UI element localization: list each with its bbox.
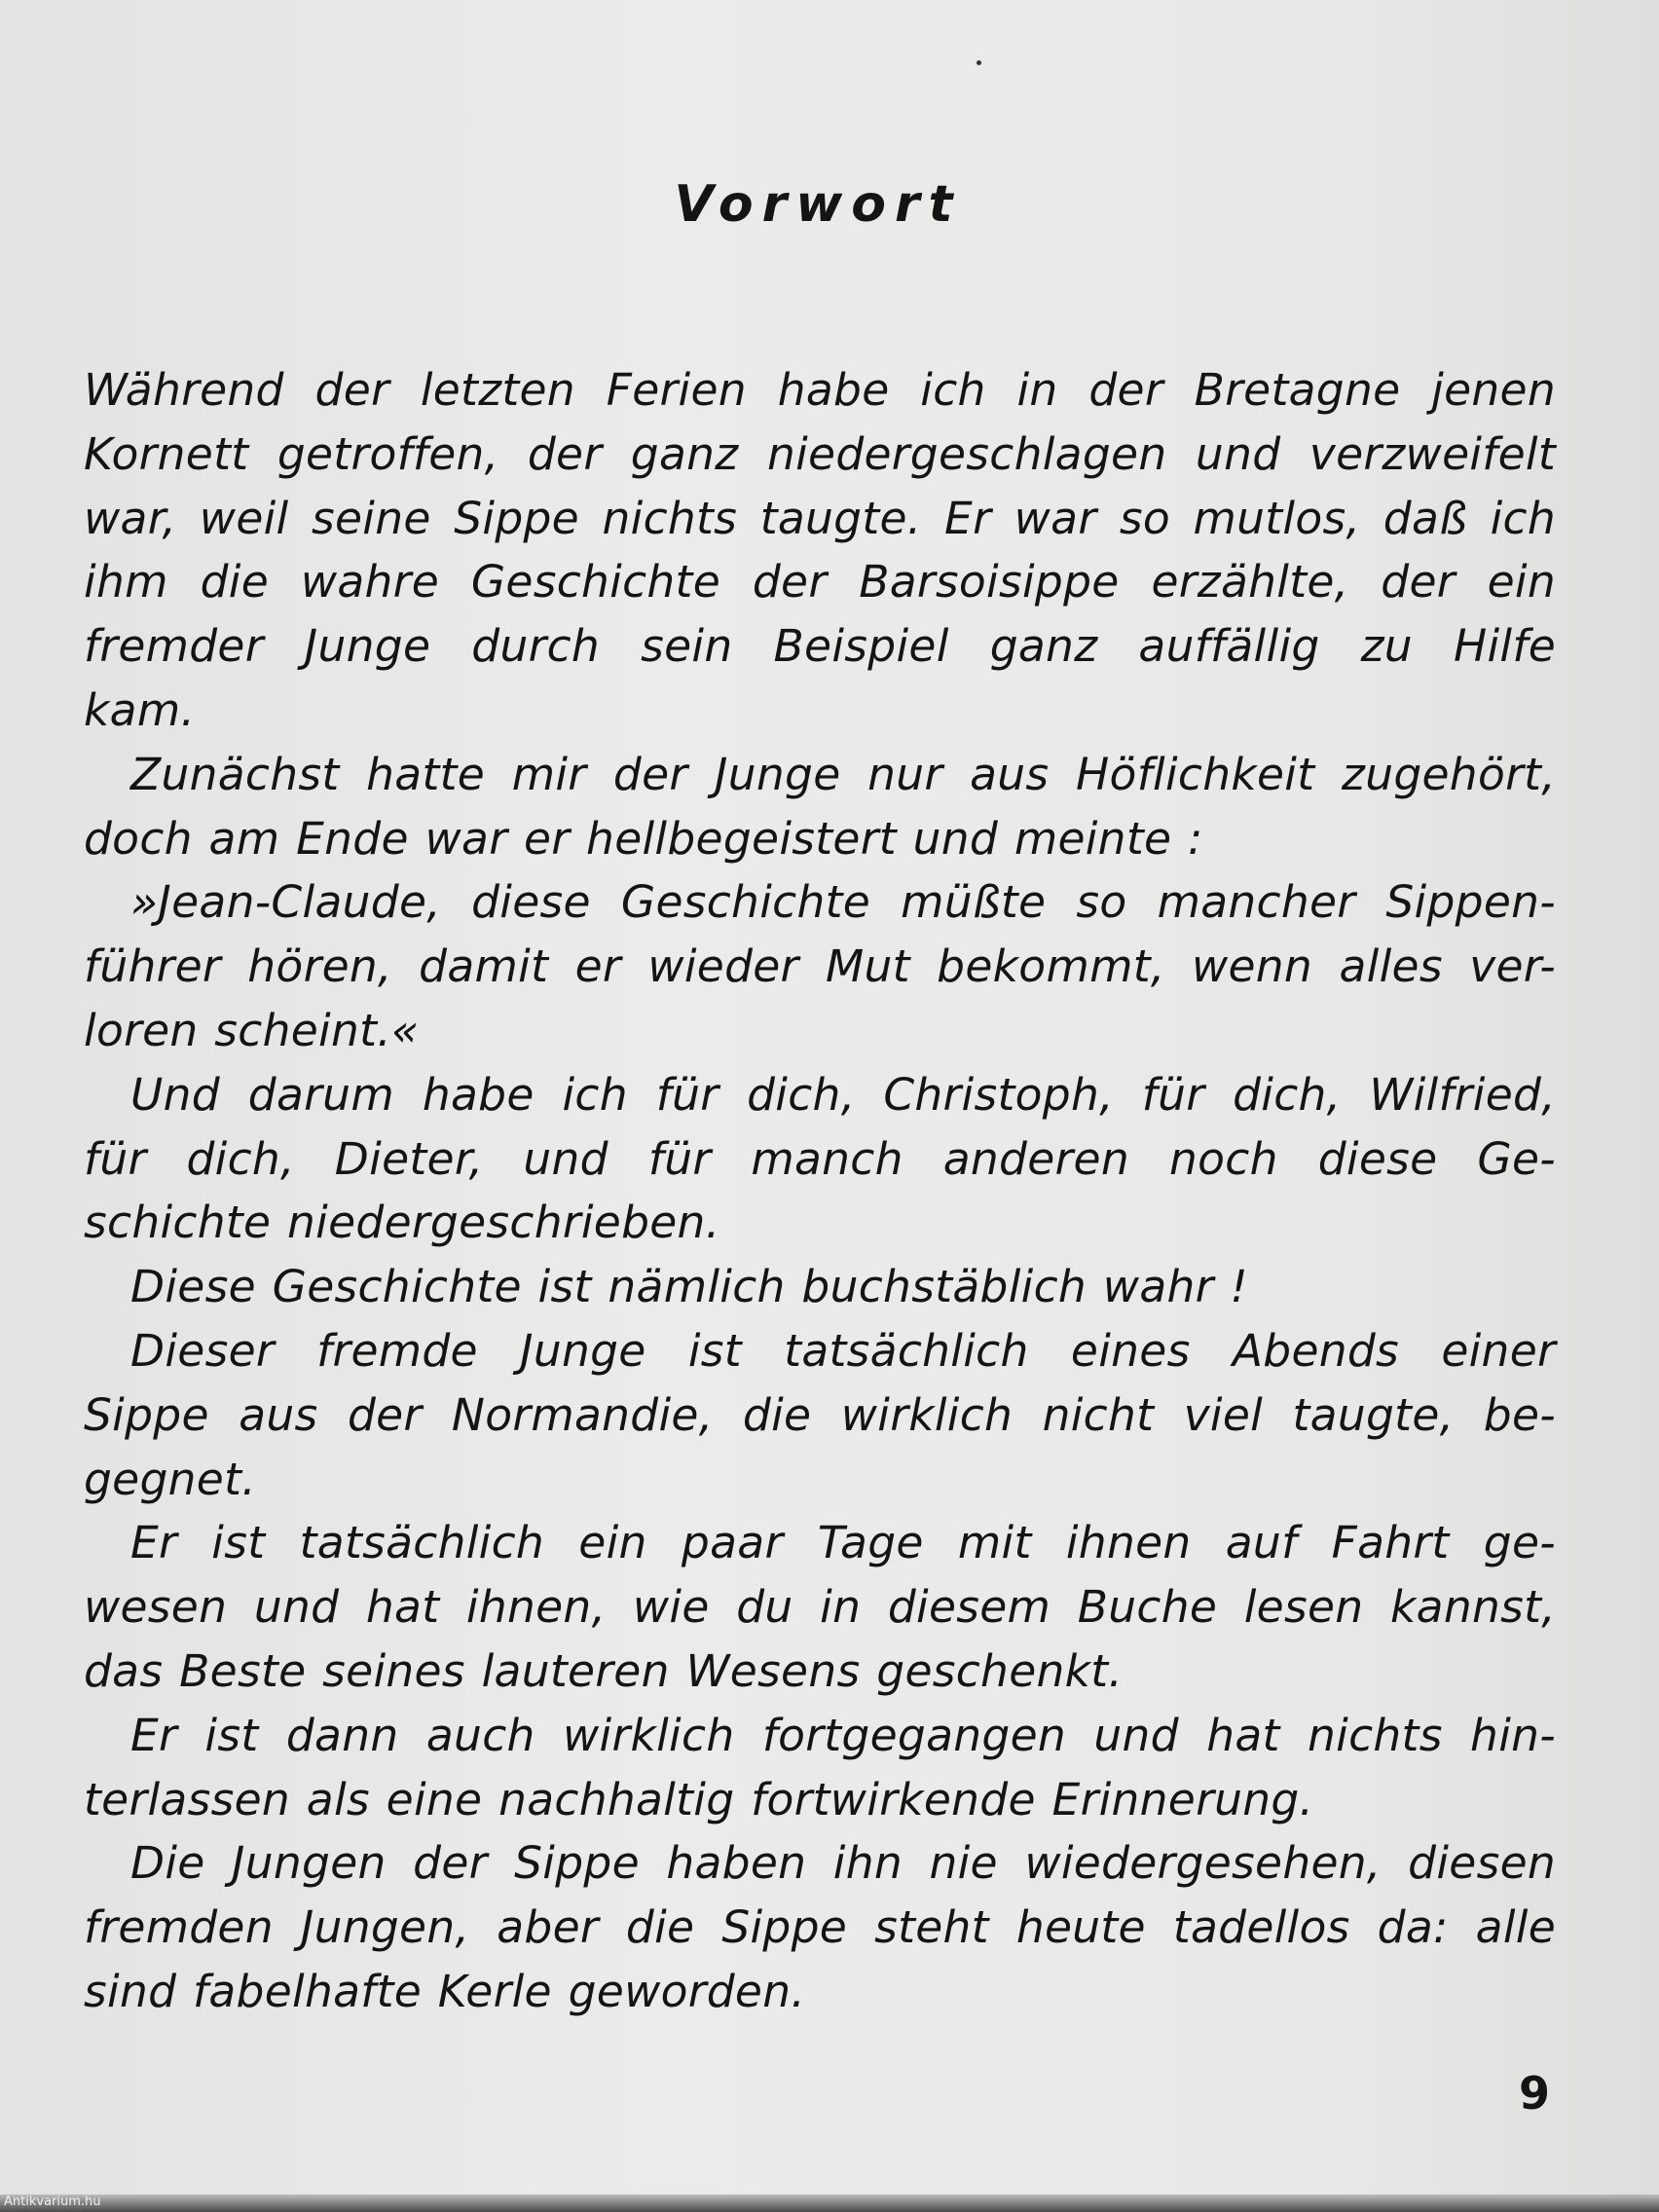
text-line: kam.: [84, 683, 196, 736]
text-line: fremder Junge durch sein Beispiel ganz auffällig zu Hilfe: [84, 620, 1556, 673]
text-line: »Jean-Claude, diese Geschichte müßte so mancher Sippen-: [130, 876, 1556, 929]
text-line: doch am Ende war er hellbegeistert und meinte :: [84, 812, 1203, 865]
text-line: Kornett getroffen, der ganz niedergeschlagen und verzweifelt: [84, 427, 1556, 480]
page-edge: [0, 2194, 1659, 2212]
body-text: [84, 358, 1556, 2024]
page-number: 9: [1519, 2067, 1551, 2120]
text-line: gegnet.: [84, 1453, 256, 1505]
text-line: schichte niedergeschrieben.: [84, 1197, 720, 1249]
text-line: Zunächst hatte mir der Junge nur aus Höflichkeit zugehört,: [130, 748, 1556, 800]
text-line: Und darum habe ich für dich, Christoph, für dich, Wilfried,: [130, 1068, 1556, 1121]
text-line: wesen und hat ihnen, wie du in diesem Buche lesen kannst,: [84, 1581, 1556, 1634]
watermark: Antikvarium.hu: [4, 2194, 101, 2209]
text-line: für dich, Dieter, und für manch anderen noch diese Ge-: [84, 1132, 1556, 1185]
text-line: ihm die wahre Geschichte der Barsoisippe erzählte, der ein: [84, 556, 1556, 608]
text-line: loren scheint.«: [84, 1004, 420, 1056]
text-line: Während der letzten Ferien habe ich in der Bretagne jenen: [84, 364, 1556, 416]
text-line: fremden Jungen, aber die Sippe steht heute tadellos da: alle: [84, 1901, 1556, 1954]
page-title: Vorwort: [674, 175, 962, 234]
text-line: das Beste seines lauteren Wesens geschenkt.: [84, 1644, 1124, 1697]
text-line: Er ist dann auch wirklich fortgegangen und hat nichts hin-: [130, 1709, 1556, 1761]
text-line: Sippe aus der Normandie, die wirklich nicht viel taugte, be-: [84, 1388, 1556, 1441]
paper-speck: [977, 60, 981, 65]
text-line: führer hören, damit er wieder Mut bekommt, wenn alles ver-: [84, 940, 1556, 993]
text-line: terlassen als eine nachhaltig fortwirkende Erinnerung.: [84, 1773, 1314, 1825]
text-line: sind fabelhafte Kerle geworden.: [84, 1965, 806, 2017]
text-line: war, weil seine Sippe nichts taugte. Er war so mutlos, daß ich: [84, 492, 1556, 544]
text-line: Diese Geschichte ist nämlich buchstäblich wahr !: [130, 1261, 1248, 1313]
text-line: Dieser fremde Junge ist tatsächlich eines Abends einer: [130, 1324, 1556, 1377]
text-line: Er ist tatsächlich ein paar Tage mit ihnen auf Fahrt ge-: [130, 1517, 1556, 1569]
text-line: Die Jungen der Sippe haben ihn nie wiedergesehen, diesen: [130, 1837, 1556, 1890]
